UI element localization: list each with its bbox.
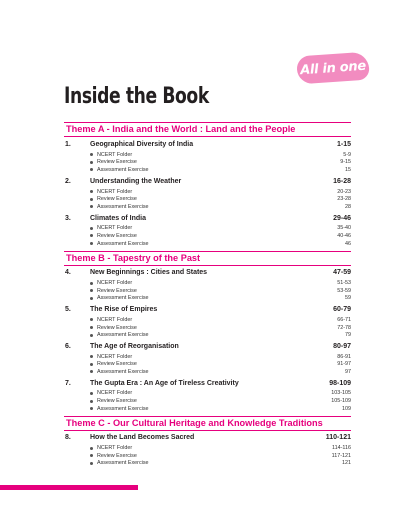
toc-subitem[interactable] — [64, 444, 351, 452]
toc-subitem[interactable] — [64, 390, 351, 398]
bullet-icon — [90, 161, 93, 164]
subitem-label: Assessment Exercise — [97, 295, 149, 302]
chapter-2[interactable] — [64, 178, 351, 211]
toc-subitem[interactable] — [64, 353, 351, 361]
subitem-pages: 53-59 — [337, 287, 351, 294]
bullet-icon — [90, 363, 93, 366]
subitem-pages: 59 — [345, 295, 351, 302]
toc-subitem[interactable] — [64, 188, 351, 196]
subitem-pages: 15 — [345, 166, 351, 173]
toc-subitem[interactable] — [64, 397, 351, 405]
subitem-label: NCERT Folder — [97, 188, 133, 195]
chapter-pages: 60-79 — [333, 306, 351, 314]
toc-subitem[interactable] — [64, 151, 351, 159]
allinone-logo — [296, 52, 370, 85]
chapter-number: 4. — [65, 269, 71, 277]
subitem-label: Assessment Exercise — [97, 460, 149, 467]
chapter-pages: 29-46 — [333, 214, 351, 222]
page-title: Inside the Book — [64, 84, 209, 109]
chapter-pages: 98-109 — [329, 379, 351, 387]
subitem-label: Assessment Exercise — [97, 240, 149, 247]
subitem-label: Assessment Exercise — [97, 368, 149, 375]
subitem-label: Review Exercise — [97, 324, 137, 331]
bullet-icon — [90, 198, 93, 201]
chapter-title[interactable]: Geographical Diversity of India — [90, 141, 194, 148]
subitem-pages: 103-105 — [331, 390, 351, 397]
subitem-label: Review Exercise — [97, 196, 137, 203]
bullet-icon — [90, 462, 93, 465]
bullet-icon — [90, 297, 93, 300]
subitem-label: NCERT Folder — [97, 280, 133, 287]
toc-subitem[interactable] — [64, 195, 351, 203]
bullet-icon — [90, 447, 93, 450]
bullet-icon — [90, 400, 93, 403]
toc-subitem[interactable] — [64, 324, 351, 332]
bullet-icon — [90, 190, 93, 193]
chapter-number: 8. — [65, 434, 71, 442]
chapter-number: 3. — [65, 214, 71, 222]
toc-subitem[interactable] — [64, 368, 351, 376]
subitem-label: Review Exercise — [97, 232, 137, 239]
toc-subitem[interactable] — [64, 232, 351, 240]
subitem-pages: 117-121 — [331, 452, 351, 459]
toc-subitem[interactable] — [64, 287, 351, 295]
toc-subitem[interactable] — [64, 279, 351, 287]
chapter-number: 5. — [65, 306, 71, 314]
chapter-title[interactable]: New Beginnings : Cities and States — [90, 269, 208, 277]
subitem-pages: 23-28 — [337, 196, 351, 203]
subitem-pages: 5-9 — [343, 151, 351, 158]
bottom-accent-bar — [0, 485, 138, 490]
chapter-title[interactable]: How the Land Becomes Sacred — [90, 434, 195, 442]
subitem-pages: 40-46 — [337, 232, 351, 239]
chapter-5[interactable] — [64, 306, 351, 339]
bullet-icon — [90, 242, 93, 245]
subitem-pages: 97 — [345, 368, 351, 375]
chapter-3[interactable] — [64, 215, 351, 248]
chapter-number: 1. — [65, 141, 71, 148]
subitem-label: Review Exercise — [97, 398, 137, 405]
subitem-label: NCERT Folder — [97, 316, 133, 323]
chapter-title[interactable]: The Age of Reorganisation — [90, 342, 179, 350]
bullet-icon — [90, 227, 93, 230]
toc-subitem[interactable] — [64, 295, 351, 303]
toc-subitem[interactable] — [64, 225, 351, 233]
subitem-pages: 9-15 — [340, 159, 351, 166]
chapter-title[interactable]: Understanding the Weather — [90, 177, 182, 185]
chapter-number: 7. — [65, 379, 71, 387]
chapter-7[interactable] — [64, 380, 351, 413]
subitem-label: Review Exercise — [97, 287, 137, 294]
chapter-title[interactable]: The Rise of Empires — [90, 306, 158, 314]
subitem-pages: 91-97 — [337, 361, 351, 368]
chapter-title[interactable]: Climates of India — [90, 214, 147, 222]
subitem-label: NCERT Folder — [97, 225, 133, 232]
subitem-label: NCERT Folder — [97, 445, 133, 452]
toc-subitem[interactable] — [64, 203, 351, 211]
subitem-pages: 72-78 — [337, 324, 351, 331]
toc-subitem[interactable] — [64, 460, 351, 468]
toc-subitem[interactable] — [64, 159, 351, 167]
chapter-pages: 47-59 — [333, 269, 351, 277]
table-of-contents — [64, 122, 351, 471]
chapter-number: 2. — [65, 177, 71, 185]
subitem-label: Assessment Exercise — [97, 203, 149, 210]
subitem-pages: 66-71 — [337, 316, 351, 323]
subitem-pages: 86-91 — [337, 353, 351, 360]
toc-subitem[interactable] — [64, 316, 351, 324]
toc-subitem[interactable] — [64, 240, 351, 248]
subitem-pages: 28 — [345, 203, 351, 210]
chapter-1[interactable] — [64, 141, 351, 174]
subitem-pages: 79 — [345, 332, 351, 339]
toc-subitem[interactable] — [64, 331, 351, 339]
toc-subitem[interactable] — [64, 405, 351, 413]
bullet-icon — [90, 334, 93, 337]
theme-heading-b: Theme B - Tapestry of the Past — [64, 251, 351, 266]
chapter-pages: 1-15 — [336, 141, 351, 148]
bullet-icon — [90, 370, 93, 373]
bullet-icon — [90, 168, 93, 171]
chapter-8[interactable] — [64, 434, 351, 467]
chapter-title[interactable]: The Gupta Era : An Age of Tireless Creativity — [90, 379, 239, 387]
bullet-icon — [90, 318, 93, 321]
bullet-icon — [90, 282, 93, 285]
bullet-icon — [90, 153, 93, 156]
subitem-pages: 109 — [342, 405, 351, 412]
toc-subitem[interactable] — [64, 452, 351, 460]
subitem-pages: 20-23 — [337, 188, 351, 195]
subitem-label: NCERT Folder — [97, 353, 133, 360]
bullet-icon — [90, 355, 93, 358]
bullet-icon — [90, 454, 93, 457]
bullet-icon — [90, 392, 93, 395]
toc-subitem[interactable] — [64, 361, 351, 369]
subitem-label: Review Exercise — [97, 361, 137, 368]
subitem-label: NCERT Folder — [97, 390, 133, 397]
subitem-pages: 121 — [342, 460, 351, 467]
logo-text: All in one — [299, 58, 367, 78]
subitem-pages: 114-116 — [332, 445, 351, 452]
subitem-label: Review Exercise — [97, 452, 137, 459]
subitem-label: Assessment Exercise — [97, 166, 149, 173]
bullet-icon — [90, 205, 93, 208]
chapter-pages: 16-28 — [333, 177, 351, 185]
bullet-icon — [90, 234, 93, 237]
subitem-label: Assessment Exercise — [97, 332, 149, 339]
subitem-label: NCERT Folder — [97, 151, 133, 158]
subitem-pages: 51-53 — [337, 280, 351, 287]
chapter-6[interactable] — [64, 343, 351, 376]
theme-heading-a: Theme A - India and the World : Land and the People — [64, 122, 351, 137]
subitem-label: Assessment Exercise — [97, 405, 149, 412]
subitem-pages: 46 — [345, 240, 351, 247]
toc-subitem[interactable] — [64, 166, 351, 174]
subitem-pages: 35-40 — [337, 225, 351, 232]
bullet-icon — [90, 289, 93, 292]
chapter-4[interactable] — [64, 269, 351, 302]
subitem-pages: 105-109 — [331, 398, 351, 405]
chapter-pages: 80-97 — [333, 342, 351, 350]
theme-heading-c: Theme C - Our Cultural Heritage and Knowledge Traditions — [64, 416, 351, 431]
chapter-pages: 110-121 — [325, 434, 351, 442]
chapter-number: 6. — [65, 342, 71, 350]
subitem-label: Review Exercise — [97, 159, 137, 166]
bullet-icon — [90, 326, 93, 329]
bullet-icon — [90, 407, 93, 410]
